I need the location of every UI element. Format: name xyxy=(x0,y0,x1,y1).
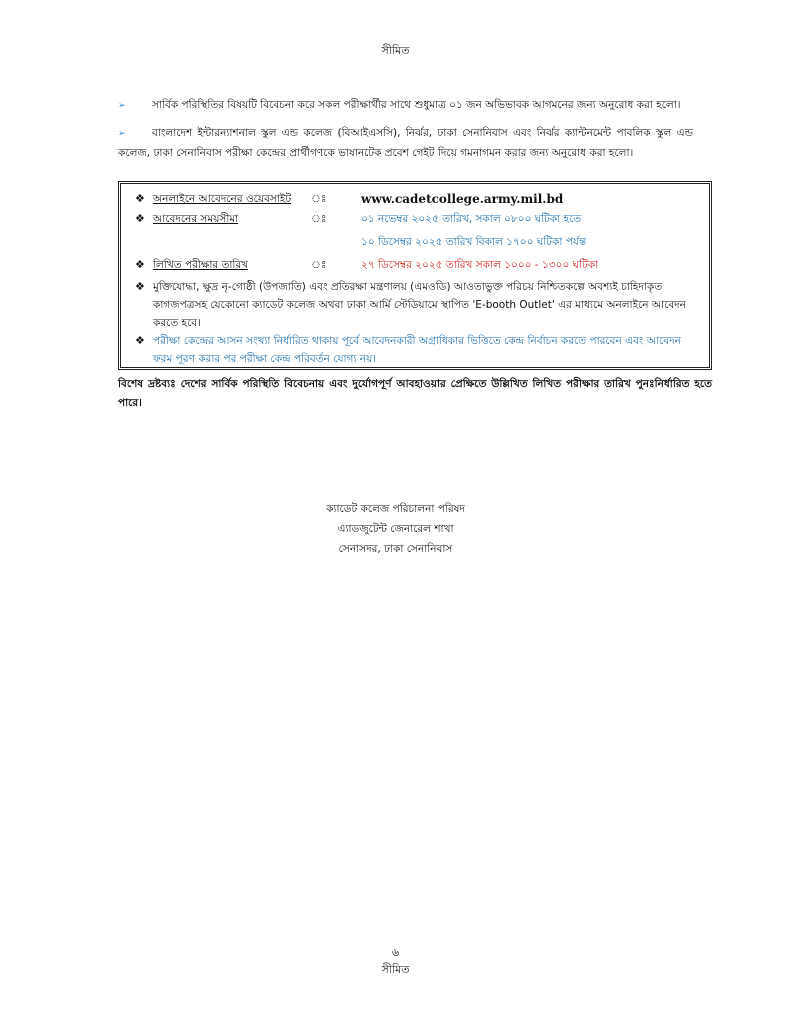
quota-note: মুক্তিযোদ্ধা, ক্ষুদ্র নৃ-গোষ্ঠী (উপজাতি) এবং প্রতিরক্ষা মন্ত্রণালয় (এমওডি) আওতাভুক্ত পরিচয় নিশ্চিতকল্পে অবশ্যই চাহিদাকৃত কাগজপত্রসহ যেকোনো ক্যাডেট কলেজ অথবা ঢাকা আর্মি স্টেডিয়ামে স্থাপিত 'E-booth Outlet' এর মাধ্যমে অনলাইনে আবেদন করতে হবে। xyxy=(153,281,686,329)
deadline-from: ০১ নভেম্বর ২০২৫ তারিখ, সকাল ০৮০০ ঘটিকা হতে xyxy=(361,213,582,225)
classification-footer: সীমিত xyxy=(381,963,410,976)
signature-line-3: সেনাসদর, ঢাকা সেনানিবাস xyxy=(338,543,453,555)
diamond-bullet-icon: ❖ xyxy=(135,258,145,271)
page-number: ৬ xyxy=(391,946,400,959)
diamond-bullet-icon: ❖ xyxy=(135,334,145,347)
diamond-bullet-icon: ❖ xyxy=(135,212,145,225)
paragraph-entry-gate-note xyxy=(118,124,693,163)
paragraph-guardian-note xyxy=(118,96,693,116)
colon: ঃ xyxy=(311,259,327,271)
special-note: বিশেষ দ্রষ্টব্যঃ দেশের সার্বিক পরিস্থিতি বিবেচনায় এবং দুর্যোগপূর্ণ আবহাওয়ার প্রেক্ষিতে উল্লিখিত লিখিত পরীক্ষার তারিখ পুনঃনির্ধারিত হতে পারে। xyxy=(118,378,712,409)
signature-block xyxy=(0,499,791,559)
classification-header: সীমিত xyxy=(381,44,410,57)
signature-line-1: ক্যাডেট কলেজ পরিচালনা পরিষদ xyxy=(326,503,465,515)
arrow-bullet-icon: ➢ xyxy=(118,129,126,139)
colon: ঃ xyxy=(311,193,327,205)
exam-date-label: লিখিত পরীক্ষার তারিখ xyxy=(153,259,249,271)
diamond-bullet-icon: ❖ xyxy=(135,280,145,293)
exam-date-value: ২৭ ডিসেম্বর ২০২৫ তারিখ সকাল ১০০০ - ১৩০০ ঘটিকা xyxy=(361,259,599,271)
diamond-bullet-icon: ❖ xyxy=(135,192,145,205)
colon: ঃ xyxy=(311,213,327,225)
deadline-to: ১০ ডিসেম্বর ২০২৫ তারিখ বিকাল ১৭০০ ঘটিকা পর্যন্ত xyxy=(361,236,587,248)
deadline-label: আবেদনের সময়সীমা xyxy=(153,213,239,225)
website-label: অনলাইনে আবেদনের ওয়েবসাইট xyxy=(153,193,292,205)
signature-line-2: এ্যাডজুটেন্ট জেনারেল শাখা xyxy=(337,523,454,535)
center-note: পরীক্ষা কেন্দ্রের আসন সংখ্যা নির্ধারিত থাকায় পূর্বে আবেদনকারী অগ্রাধিকার ভিত্তিতে কেন্দ্র নির্বাচন করতে পারবেন এবং আবেদন ফরম পূরণ করার পর পরীক্ষা কেন্দ্র পরিবর্তন যোগ্য নয়। xyxy=(153,335,681,365)
paragraph-text: সার্বিক পরিস্থিতির বিষয়টি বিবেচনা করে সকল পরীক্ষার্থীর সাথে শুধুমাত্র ০১ জন অভিভাবক আগমনের জন্য অনুরোধ করা হলো। xyxy=(152,99,681,111)
application-info-box xyxy=(118,181,712,370)
website-link[interactable]: www.cadetcollege.army.mil.bd xyxy=(361,192,564,206)
arrow-bullet-icon: ➢ xyxy=(118,101,126,111)
paragraph-text: বাংলাদেশ ইন্টারন্যাশনাল স্কুল এন্ড কলেজ (বিআইএসসি), নির্ঝর, ঢাকা সেনানিবাস এবং নির্ঝর ক্যান্টনমেন্ট পাবলিক স্কুল এন্ড কলেজ, ঢাকা সেনানিবাস পরীক্ষা কেন্দ্রের প্রার্থীগণকে ভাষানটেক প্রবেশ গেইট দিয়ে গমনাগমন করার জন্য অনুরোধ করা হলো। xyxy=(118,127,693,159)
